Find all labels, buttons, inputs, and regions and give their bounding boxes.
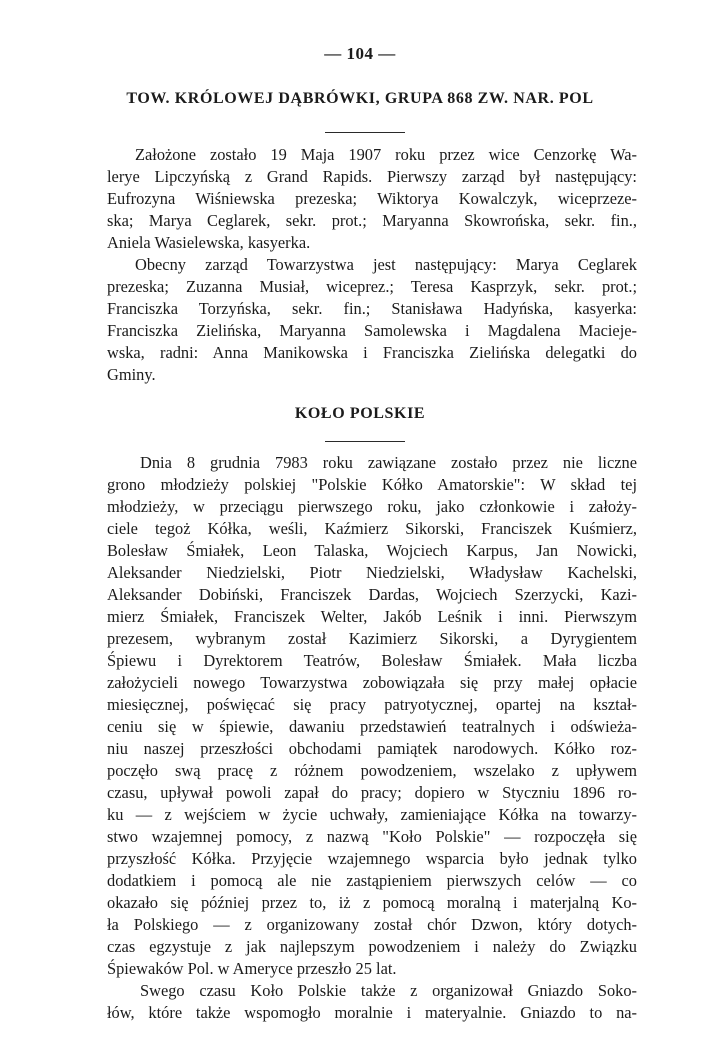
section-body-krolowej-dabrowki <box>107 144 637 386</box>
paragraph-line: łów, które także wspomogło moralnie i materyalnie. Gniazdo to na- <box>107 1003 637 1022</box>
paragraph-line: Aleksander Niedzielski, Piotr Niedzielski, Władysław Kachelski, <box>107 563 637 582</box>
paragraph-line: Śpiewaków Pol. w Ameryce przeszło 25 lat. <box>107 959 397 978</box>
paragraph-line: ła Polskiego — z organizowany został chór Dzwon, który dotych- <box>107 915 637 934</box>
paragraph-line: miesięcznej, poświęcać się pracy patryotycznej, opartej na kształ- <box>107 695 637 714</box>
paragraph-line: mierz Śmiałek, Franciszek Welter, Jakób Leśnik i inni. Pierwszym <box>107 607 637 626</box>
paragraph-line: wska, radni: Anna Manikowska i Franciszka Zielińska delegatki do <box>107 343 637 362</box>
paragraph-line: ku — z wejściem w życie uchwały, zamieniające Kółka na towarzy- <box>107 805 637 824</box>
section-body-kolo-polskie <box>107 452 637 1024</box>
paragraph-line: młodzieży, w przeciągu pierwszego roku, jako członkowie i założy- <box>107 497 637 516</box>
paragraph-line: ska; Marya Ceglarek, sekr. prot.; Maryanna Skowrońska, sekr. fin., <box>107 211 637 230</box>
paragraph-line: ciele tegoż Kółka, weśli, Kaźmierz Sikorski, Franciszek Kuśmierz, <box>107 519 637 538</box>
paragraph-line: dodatkiem i pomocą ale nie zastąpieniem pierwszych celów — co <box>107 871 637 890</box>
heading-divider <box>325 441 405 442</box>
paragraph-line: Założone zostało 19 Maja 1907 roku przez wice Cenzorkę Wa- <box>135 145 637 164</box>
paragraph-line: niu naszej przeszłości obchodami pamiątek narodowych. Kółko roz- <box>107 739 637 758</box>
paragraph-line: poczęło swą pracę z różnem powodzeniem, wszelako z upływem <box>107 761 637 780</box>
paragraph-line: Gminy. <box>107 365 156 384</box>
paragraph-line: ceniu się w śpiewie, dawaniu przedstawień teatralnych i odświeża- <box>107 717 637 736</box>
paragraph-line: lerye Lipczyńską z Grand Rapids. Pierwszy zarząd był następujący: <box>107 167 637 186</box>
paragraph-line: okazało się później przez to, iż z pomocą moralną i materjalną Ko- <box>107 893 637 912</box>
paragraph-line: Śpiewu i Dyrektorem Teatrów, Bolesław Śmiałek. Mała liczba <box>107 651 637 670</box>
paragraph-line: Dnia 8 grudnia 7983 roku zawiązane zostało przez nie liczne <box>140 453 637 472</box>
paragraph-line: Swego czasu Koło Polskie także z organizował Gniazdo Soko- <box>140 981 637 1000</box>
paragraph-line: grono młodzieży polskiej "Polskie Kółko Amatorskie": W skład tej <box>107 475 637 494</box>
paragraph-line: Aniela Wasielewska, kasyerka. <box>107 233 311 252</box>
paragraph-line: prezesem, wybranym został Kazimierz Sikorski, a Dyrygientem <box>107 629 637 648</box>
paragraph-line: czas egzystuje z jak najlepszym powodzeniem i należy do Związku <box>107 937 637 956</box>
paragraph-line: Eufrozyna Wiśniewska prezeska; Wiktorya Kowalczyk, wiceprzeze- <box>107 189 637 208</box>
paragraph-line: Aleksander Dobiński, Franciszek Dardas, Wojciech Szerzycki, Kazi- <box>107 585 637 604</box>
heading-divider <box>325 132 405 133</box>
paragraph-line: założycieli nowego Towarzystwa zobowiązała się przy małej opłacie <box>107 673 637 692</box>
paragraph-line: Franciszka Zielińska, Maryanna Samolewska i Magdalena Macieje- <box>107 321 637 340</box>
paragraph-line: stwo wzajemnej pomocy, z nazwą "Koło Polskie" — rozpoczęła się <box>107 827 637 846</box>
paragraph-line: Franciszka Torzyńska, sekr. fin.; Stanisława Hadyńska, kasyerka: <box>107 299 637 318</box>
paragraph-line: Obecny zarząd Towarzystwa jest następujący: Marya Ceglarek <box>135 255 637 274</box>
paragraph-line: Bolesław Śmiałek, Leon Talaska, Wojciech Karpus, Jan Nowicki, <box>107 541 637 560</box>
paragraph-line: czasu, upływał powoli zapał do pracy; dopiero w Styczniu 1896 ro- <box>107 783 637 802</box>
section-heading-krolowej-dabrowki: TOW. KRÓLOWEJ DĄBRÓWKI, GRUPA 868 ZW. NAR. POL <box>126 90 594 107</box>
page-number: — 104 — <box>324 44 396 63</box>
section-heading-kolo-polskie: KOŁO POLSKIE <box>294 405 426 422</box>
paragraph-line: prezeska; Zuzanna Musiał, wiceprez.; Teresa Kasprzyk, sekr. prot.; <box>107 277 637 296</box>
paragraph-line: przyszłość Kółka. Przyjęcie wzajemnego wsparcia było jednak tylko <box>107 849 637 868</box>
